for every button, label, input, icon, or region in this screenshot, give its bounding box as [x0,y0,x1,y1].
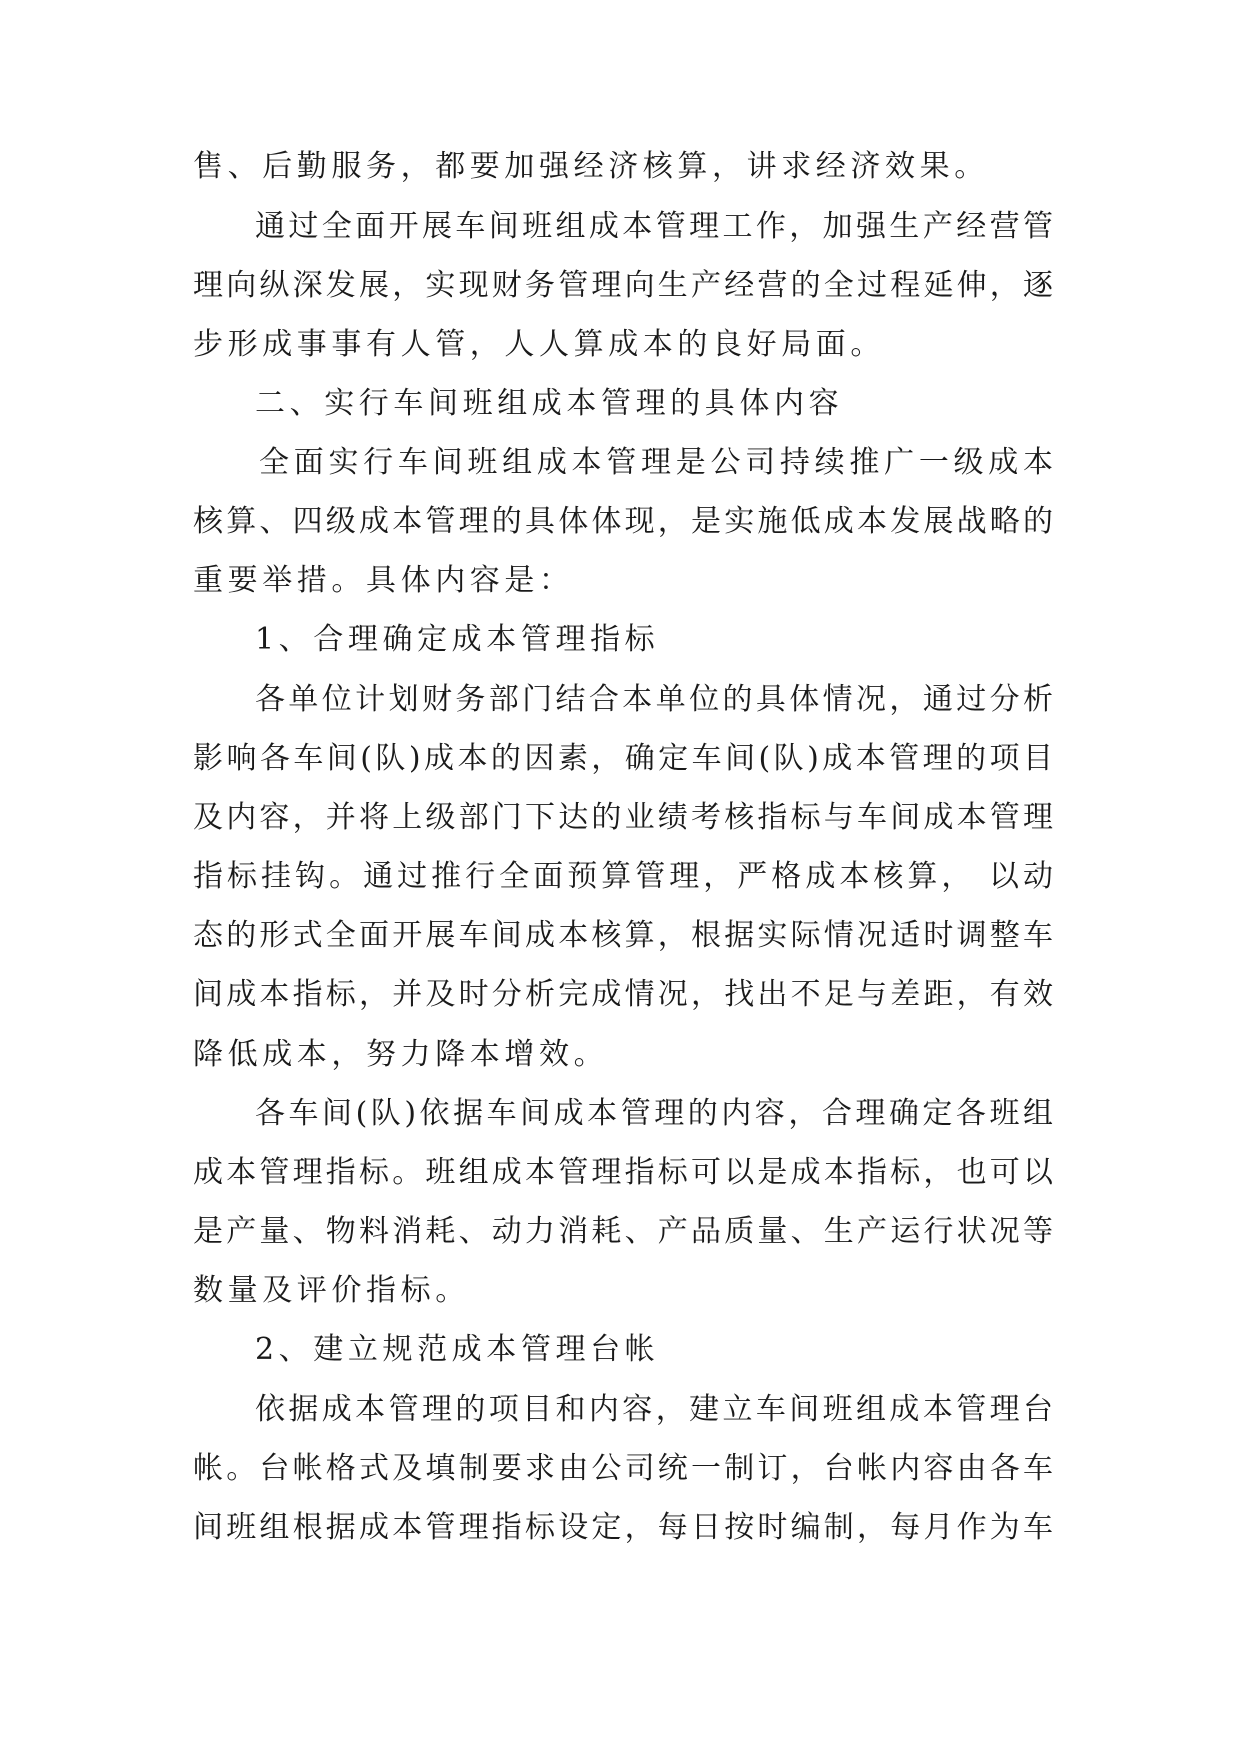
text-line-18: 成本管理指标。班组成本管理指标可以是成本指标，也可以 [193,1155,1053,1190]
text-line-6: 全面实行车间班组成本管理是公司持续推广一级成本 [259,445,1053,480]
text-line-7: 核算、四级成本管理的具体体现，是实施低成本发展战略的 [193,504,1053,539]
text-line-15: 间成本指标，并及时分析完成情况，找出不足与差距，有效 [193,977,1053,1012]
text-line-17: 各车间(队)依据车间成本管理的内容，合理确定各班组 [255,1096,1053,1131]
text-line-14: 态的形式全面开展车间成本核算，根据实际情况适时调整车 [193,918,1053,953]
subheading-1: 1、合理确定成本管理指标 [255,622,660,657]
subheading-2: 2、建立规范成本管理台帐 [255,1332,660,1367]
text-line-12: 及内容，并将上级部门下达的业绩考核指标与车间成本管理 [193,800,1053,835]
text-line-4: 步形成事事有人管，人人算成本的良好局面。 [193,327,885,362]
text-line-22: 依据成本管理的项目和内容，建立车间班组成本管理台 [255,1392,1053,1427]
text-line-20: 数量及评价指标。 [193,1273,470,1308]
text-line-13: 指标挂钩。通过推行全面预算管理，严格成本核算， 以动 [193,859,1053,894]
text-line-19: 是产量、物料消耗、动力消耗、产品质量、生产运行状况等 [193,1214,1053,1249]
text-line-24: 间班组根据成本管理指标设定，每日按时编制，每月作为车 [193,1510,1053,1545]
section-heading-2: 二、实行车间班组成本管理的具体内容 [255,386,844,421]
text-line-16: 降低成本，努力降本增效。 [193,1037,609,1072]
text-line-2: 通过全面开展车间班组成本管理工作，加强生产经营管 [255,209,1053,244]
text-line-11: 影响各车间(队)成本的因素，确定车间(队)成本管理的项目 [193,741,1053,776]
text-line-23: 帐。台帐格式及填制要求由公司统一制订，台帐内容由各车 [193,1451,1053,1486]
text-line-3: 理向纵深发展，实现财务管理向生产经营的全过程延伸，逐 [193,268,1053,303]
text-line-1: 售、后勤服务，都要加强经济核算，讲求经济效果。 [193,149,989,184]
text-line-8: 重要举措。具体内容是： [193,563,574,598]
text-line-10: 各单位计划财务部门结合本单位的具体情况，通过分析 [255,682,1053,717]
